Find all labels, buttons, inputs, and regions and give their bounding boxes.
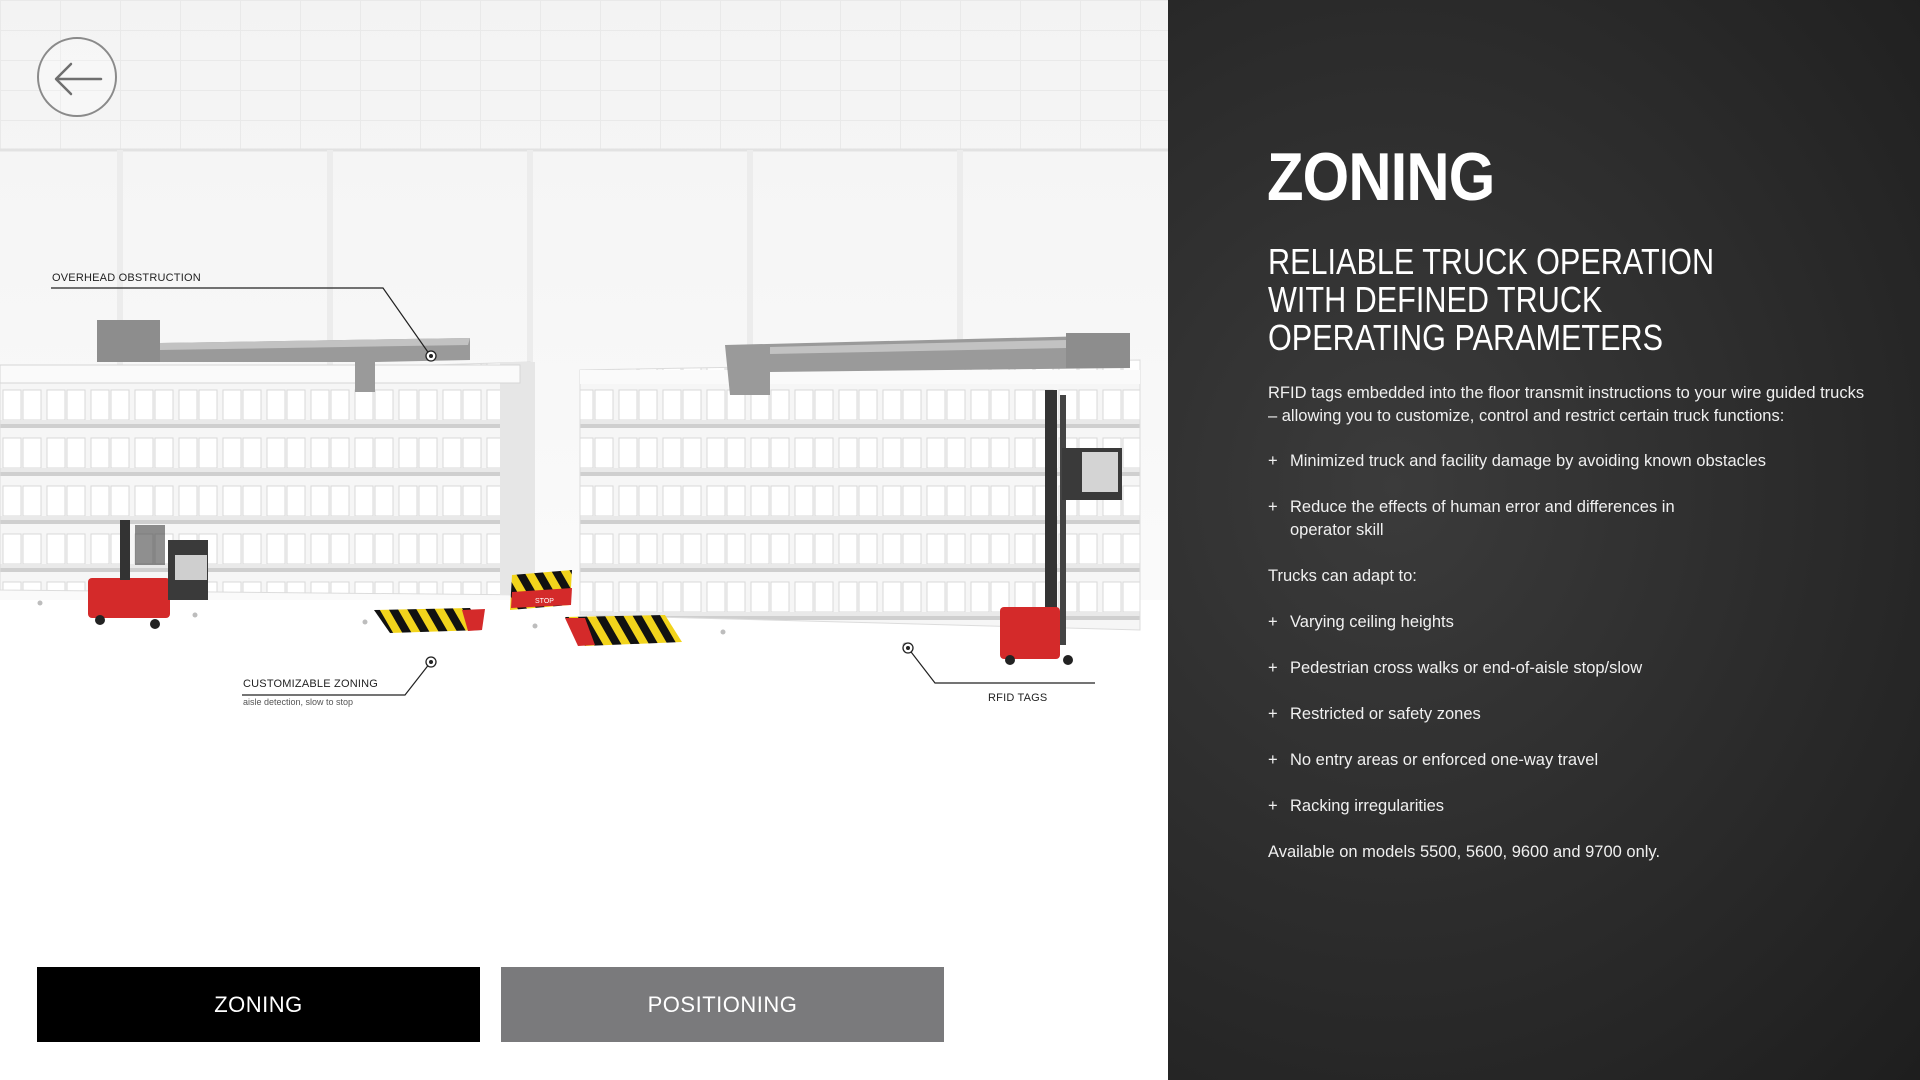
- adapt-text: Restricted or safety zones: [1290, 705, 1481, 723]
- panel-subtitle: [1268, 243, 1787, 357]
- callout-rfid-title: RFID TAGS: [988, 692, 1048, 704]
- tab-positioning[interactable]: [501, 967, 944, 1042]
- plus-icon: +: [1268, 659, 1278, 677]
- adapt-item: [1268, 795, 1868, 818]
- plus-icon: +: [1268, 452, 1278, 470]
- adapt-heading: Trucks can adapt to:: [1268, 567, 1417, 585]
- back-button[interactable]: [37, 37, 117, 117]
- adapt-item: [1268, 703, 1868, 726]
- callout-overhead-obstruction: [52, 272, 201, 284]
- panel-subtitle-line: OPERATING PARAMETERS: [1268, 317, 1664, 358]
- plus-icon: +: [1268, 613, 1278, 631]
- panel-subtitle-line: RELIABLE TRUCK OPERATION: [1268, 241, 1715, 282]
- callout-zoning-title: CUSTOMIZABLE ZONING: [243, 678, 378, 690]
- plus-icon: +: [1268, 498, 1278, 516]
- tab-positioning-label: POSITIONING: [647, 991, 798, 1017]
- arrow-left-icon: [39, 39, 119, 119]
- panel-subtitle-line: WITH DEFINED TRUCK: [1268, 279, 1603, 320]
- callout-customizable-zoning: [243, 678, 378, 707]
- callout-rfid-tags: [988, 692, 1047, 704]
- benefit-item: [1268, 450, 1868, 473]
- info-panel: [1168, 0, 1920, 1080]
- panel-body: [1268, 382, 1868, 864]
- benefit-text: Minimized truck and facility damage by avoiding known obstacles: [1290, 452, 1766, 470]
- callout-zoning-subtitle: aisle detection, slow to stop: [243, 697, 354, 707]
- adapt-text: Varying ceiling heights: [1290, 613, 1454, 631]
- floor-stop-marking: STOP: [535, 598, 554, 605]
- adapt-item: [1268, 749, 1868, 772]
- adapt-text: Racking irregularities: [1290, 797, 1445, 815]
- plus-icon: +: [1268, 705, 1278, 723]
- benefit-text: Reduce the effects of human error and differences in operator skill: [1290, 498, 1675, 539]
- panel-intro: RFID tags embedded into the floor transmit instructions to your wire guided trucks – allowing you to customize, control and restrict certain truck functions:: [1268, 384, 1865, 425]
- plus-icon: +: [1268, 751, 1278, 769]
- tab-zoning[interactable]: [37, 967, 480, 1042]
- plus-icon: +: [1268, 797, 1278, 815]
- callout-overhead-title: OVERHEAD OBSTRUCTION: [52, 272, 201, 284]
- adapt-item: [1268, 657, 1868, 680]
- adapt-text: Pedestrian cross walks or end-of-aisle stop/slow: [1290, 659, 1643, 677]
- adapt-text: No entry areas or enforced one-way travel: [1290, 751, 1599, 769]
- panel-title: ZONING: [1267, 139, 1495, 215]
- tab-zoning-label: ZONING: [214, 991, 303, 1017]
- availability-note: Available on models 5500, 5600, 9600 and 9700 only.: [1268, 843, 1661, 861]
- benefit-item: [1268, 496, 1720, 542]
- adapt-item: [1268, 611, 1868, 634]
